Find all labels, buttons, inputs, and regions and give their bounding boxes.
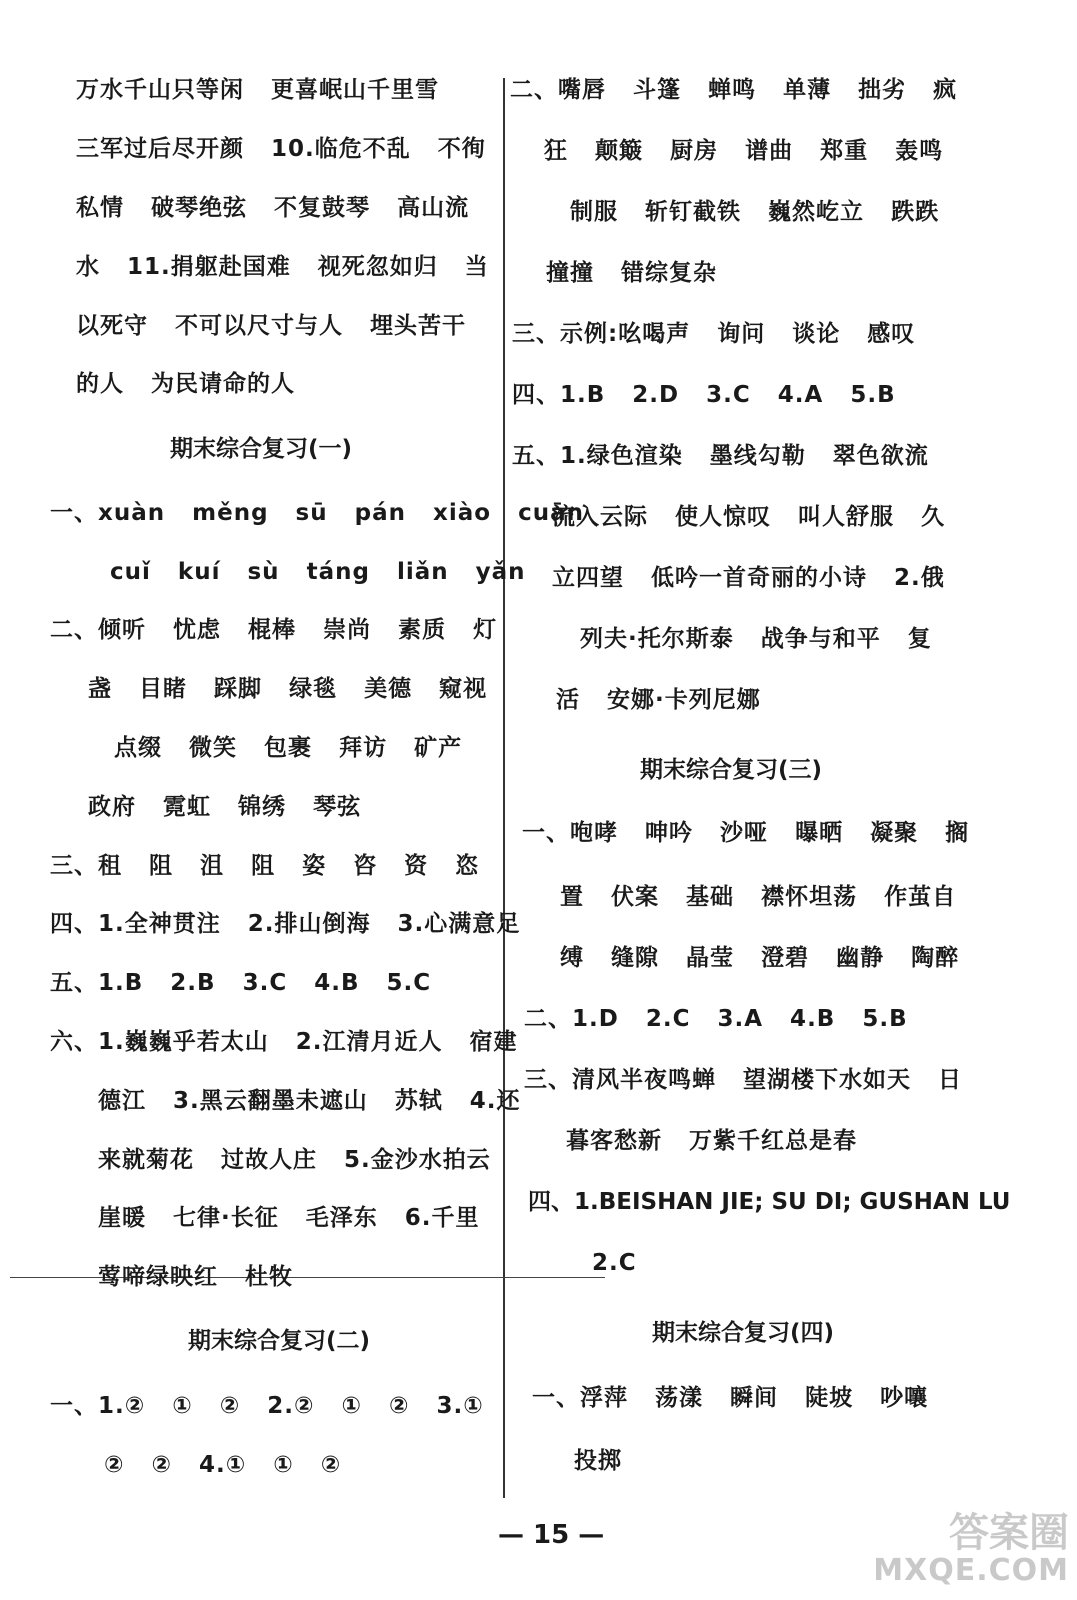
text-line: 列夫·托尔斯泰 战争与和平 复 bbox=[580, 626, 932, 652]
text-line: 四、1.B 2.D 3.C 4.A 5.B bbox=[512, 382, 896, 408]
text-line: 狂 颠簸 厨房 谱曲 郑重 轰鸣 bbox=[544, 138, 944, 164]
text-line: 暮客愁新 万紫千红总是春 bbox=[566, 1128, 858, 1154]
text-line: 三、租 阻 沮 阻 姿 咨 资 恣 bbox=[50, 853, 480, 879]
section-title-review-1: 期末综合复习(一) bbox=[170, 436, 353, 462]
text-line: 制服 斩钉截铁 巍然屹立 跌跌 bbox=[570, 199, 940, 225]
text-line: 的人 为民请命的人 bbox=[76, 371, 296, 397]
text-line: 2.C bbox=[592, 1250, 637, 1276]
text-line: 一、浮萍 荡漾 瞬间 陡坡 吵嚷 bbox=[532, 1385, 929, 1411]
text-line: 流入云际 使人惊叹 叫人舒服 久 bbox=[552, 504, 946, 530]
watermark-url: MXQE.COM bbox=[873, 1553, 1069, 1588]
text-line: 莺啼绿映红 杜牧 bbox=[98, 1264, 294, 1290]
text-line: 二、1.D 2.C 3.A 4.B 5.B bbox=[524, 1006, 908, 1032]
text-line: 盏 目睹 踩脚 绿毯 美德 窥视 bbox=[88, 676, 488, 702]
text-line: 立四望 低吟一首奇丽的小诗 2.俄 bbox=[552, 565, 945, 591]
watermark-logo-text: 答案圈 bbox=[949, 1510, 1069, 1556]
text-line: 缚 缝隙 晶莹 澄碧 幽静 陶醉 bbox=[560, 945, 960, 971]
section-title-review-4: 期末综合复习(四) bbox=[652, 1320, 835, 1346]
text-line: 点缀 微笑 包裹 拜访 矿产 bbox=[114, 735, 463, 761]
text-line: cuǐ kuí sù táng liǎn yǎn bbox=[110, 559, 526, 585]
text-line: 置 伏案 基础 襟怀坦荡 作茧自 bbox=[560, 884, 957, 910]
watermark bbox=[839, 1512, 1069, 1592]
text-line: 政府 霓虹 锦绣 琴弦 bbox=[88, 794, 362, 820]
column-divider bbox=[503, 78, 505, 1498]
text-line: 一、xuàn měng sū pán xiào cuān bbox=[50, 500, 584, 526]
text-line: 撞撞 错综复杂 bbox=[546, 260, 718, 286]
text-line: ② ② 4.① ① ② bbox=[104, 1452, 342, 1478]
section-title-review-3: 期末综合复习(三) bbox=[640, 757, 823, 783]
section-title-review-2: 期末综合复习(二) bbox=[188, 1328, 371, 1354]
text-line: 以死守 不可以尺寸与人 埋头苦干 bbox=[76, 313, 467, 339]
text-line: 二、倾听 忧虑 棍棒 崇尚 素质 灯 bbox=[50, 617, 498, 643]
center-rule bbox=[385, 1277, 605, 1278]
text-line: 六、1.巍巍乎若太山 2.江清月近人 宿建 bbox=[50, 1029, 518, 1055]
text-line: 三军过后尽开颜 10.临危不乱 不徇 bbox=[76, 136, 486, 162]
text-line: 投掷 bbox=[574, 1448, 622, 1474]
page-number: — 15 — bbox=[498, 1520, 605, 1550]
text-line: 崖暖 七律·长征 毛泽东 6.千里 bbox=[98, 1205, 480, 1231]
text-line: 活 安娜·卡列尼娜 bbox=[556, 687, 761, 713]
text-line: 来就菊花 过故人庄 5.金沙水拍云 bbox=[98, 1147, 491, 1173]
text-line: 五、1.绿色渲染 墨线勾勒 翠色欲流 bbox=[512, 443, 929, 469]
text-line: 四、1.BEISHAN JIE; SU DI; GUSHAN LU bbox=[528, 1189, 1011, 1215]
text-line: 二、嘴唇 斗篷 蝉鸣 单薄 拙劣 疯 bbox=[510, 77, 958, 103]
text-line: 德江 3.黑云翻墨未遮山 苏轼 4.还 bbox=[98, 1088, 521, 1114]
text-line: 一、1.② ① ② 2.② ① ② 3.① bbox=[50, 1393, 484, 1419]
text-line: 三、清风半夜鸣蝉 望湖楼下水如天 日 bbox=[524, 1067, 963, 1093]
text-line: 私情 破琴绝弦 不复鼓琴 高山流 bbox=[76, 195, 470, 221]
text-line: 四、1.全神贯注 2.排山倒海 3.心满意足 bbox=[50, 911, 521, 937]
text-line: 万水千山只等闲 更喜岷山千里雪 bbox=[76, 77, 440, 103]
text-line: 一、咆哮 呻吟 沙哑 曝晒 凝聚 搁 bbox=[522, 820, 970, 846]
text-line: 水 11.捐躯赴国难 视死忽如归 当 bbox=[76, 254, 489, 280]
text-line: 三、示例:吆喝声 询问 谈论 感叹 bbox=[512, 321, 916, 347]
text-line: 五、1.B 2.B 3.C 4.B 5.C bbox=[50, 970, 432, 996]
